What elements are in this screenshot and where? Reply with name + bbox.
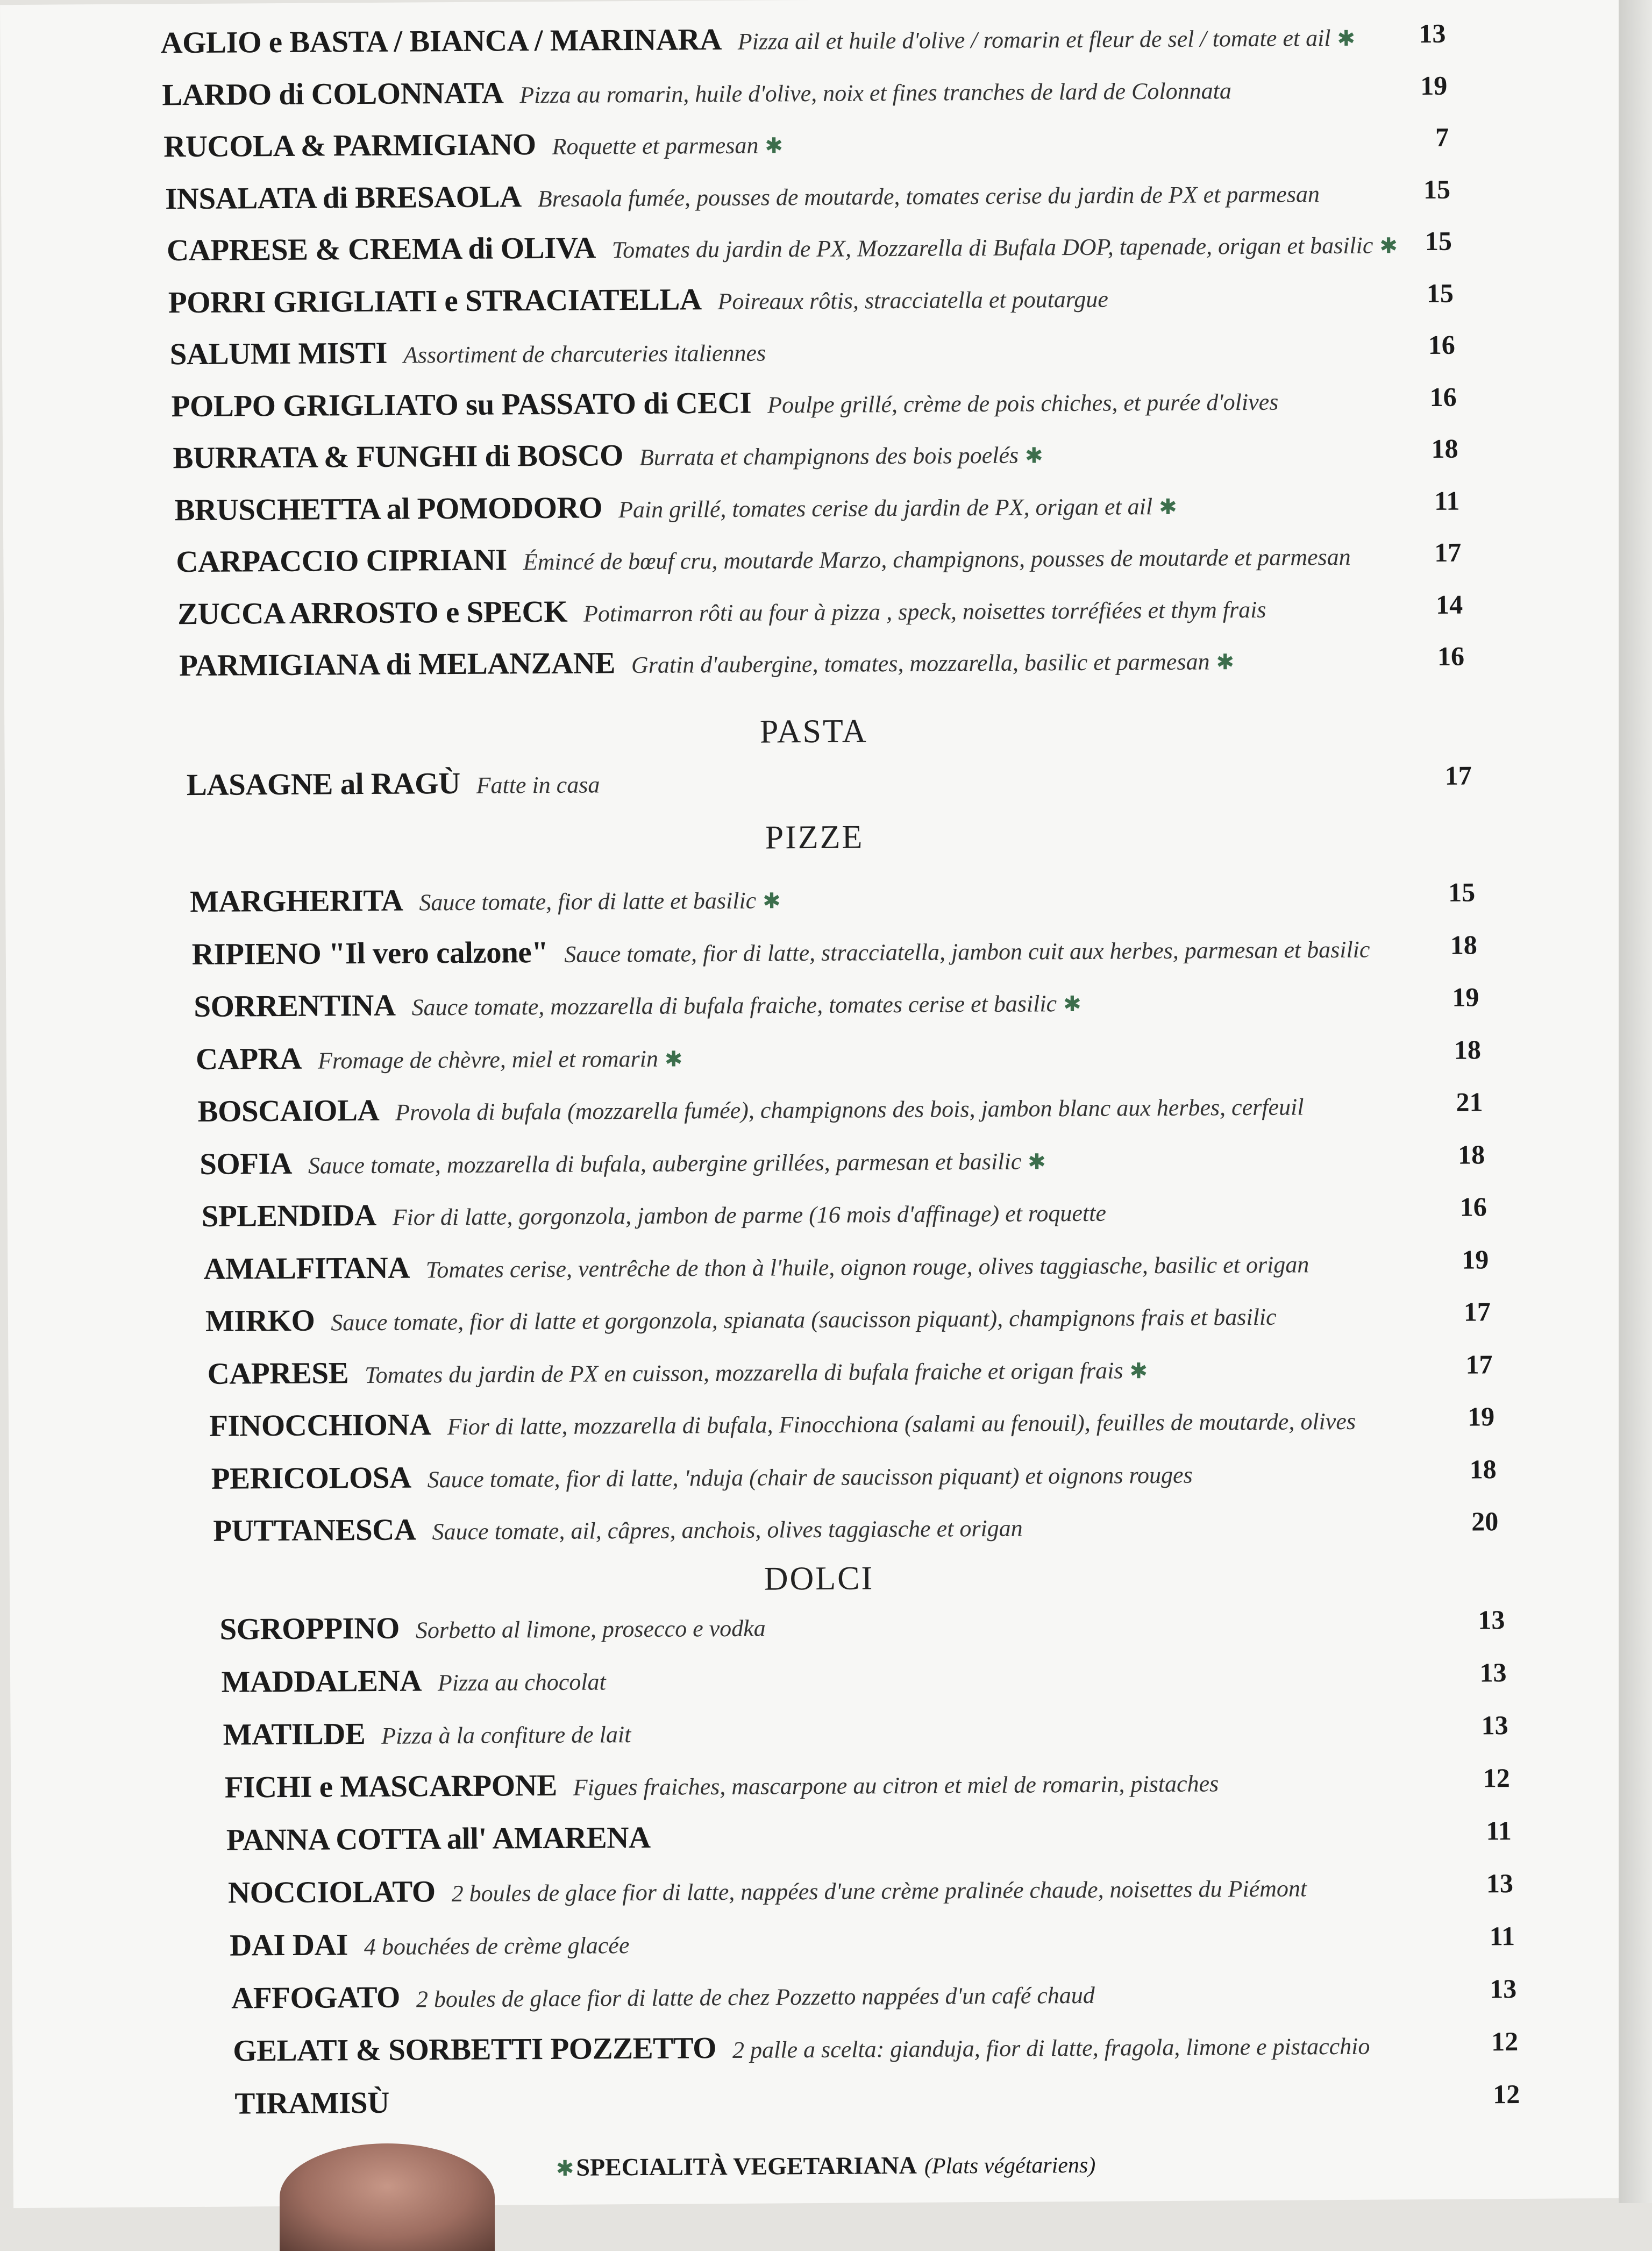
item-name: MATILDE bbox=[223, 1717, 366, 1752]
item-price: 12 bbox=[1491, 2026, 1519, 2057]
section-title-pizze: PIZZE bbox=[765, 819, 864, 856]
item-name: CAPRESE & CREMA di OLIVA bbox=[166, 231, 596, 268]
item-description: Poulpe grillé, crème de pois chiches, et purée d'olives bbox=[767, 388, 1279, 418]
item-name: DAI DAI bbox=[229, 1928, 348, 1963]
item-name: TIRAMISÙ bbox=[234, 2085, 389, 2121]
item-description: Roquette et parmesan bbox=[552, 132, 759, 160]
menu-item bbox=[163, 122, 1449, 178]
item-description: Tomates du jardin de PX, Mozzarella di Bufala DOP, tapenade, origan et basilic bbox=[611, 232, 1373, 264]
item-description: Potimarron rôti au four à pizza , speck, noisettes torréfiées et thym frais bbox=[583, 596, 1266, 627]
menu-item bbox=[211, 1453, 1497, 1510]
item-description: 2 boules de glace fior di latte de chez Pozzetto nappées d'un café chaud bbox=[416, 1982, 1095, 2013]
item-price: 13 bbox=[1486, 1868, 1514, 1899]
item-description: Sauce tomate, ail, câpres, anchois, olives taggiasche et origan bbox=[432, 1515, 1023, 1545]
item-price: 13 bbox=[1419, 18, 1446, 49]
item-name: LARDO di COLONNATA bbox=[162, 75, 504, 112]
menu-item bbox=[160, 18, 1446, 74]
item-name: POLPO GRIGLIATO su PASSATO di CECI bbox=[171, 386, 752, 423]
vegetarian-leaf-icon: ✱ bbox=[1063, 991, 1081, 1017]
item-description: Provola di bufala (mozzarella fumée), champignons des bois, jambon blanc aux herbes, cerfeuil bbox=[395, 1093, 1304, 1126]
menu-item bbox=[228, 1867, 1514, 1924]
menu-item bbox=[176, 537, 1462, 593]
item-description: 4 bouchées de crème glacée bbox=[364, 1932, 630, 1961]
item-description: Pain grillé, tomates cerise du jardin de PX, origan et ail bbox=[618, 493, 1153, 523]
item-name: SORRENTINA bbox=[194, 988, 396, 1024]
menu-item bbox=[234, 2078, 1520, 2135]
item-price: 13 bbox=[1479, 1657, 1507, 1688]
item-price: 18 bbox=[1431, 433, 1458, 464]
antipasti-list bbox=[0, 0, 1619, 683]
legend-note: (Plats végétariens) bbox=[924, 2153, 1096, 2179]
menu-item bbox=[197, 1086, 1483, 1142]
item-name: LASAGNE al RAGÙ bbox=[186, 766, 460, 803]
menu-item bbox=[177, 588, 1463, 645]
item-description: Sauce tomate, fior di latte, stracciatella, jambon cuit aux herbes, parmesan et basilic bbox=[564, 936, 1370, 968]
item-name: MARGHERITA bbox=[190, 883, 403, 919]
menu-item bbox=[205, 1296, 1491, 1352]
item-price: 13 bbox=[1481, 1710, 1508, 1741]
item-description: Tomates du jardin de PX en cuisson, mozzarella di bufala fraiche et origan frais bbox=[364, 1357, 1123, 1388]
menu-item bbox=[203, 1244, 1489, 1300]
menu-item bbox=[219, 1604, 1505, 1660]
item-name: RUCOLA & PARMIGIANO bbox=[163, 127, 536, 164]
vegetarian-leaf-icon: ✱ bbox=[1129, 1358, 1148, 1383]
item-name: PARMIGIANA di MELANZANE bbox=[179, 646, 616, 683]
menu-item bbox=[167, 225, 1452, 282]
vegetarian-leaf-icon: ✱ bbox=[1028, 1149, 1046, 1174]
item-description: Gratin d'aubergine, tomates, mozzarella, basilic et parmesan bbox=[631, 648, 1210, 679]
item-name: MIRKO bbox=[205, 1303, 315, 1338]
menu-item bbox=[213, 1506, 1499, 1562]
vegetarian-leaf-icon: ✱ bbox=[763, 889, 781, 913]
item-description: Figues fraiches, mascarpone au citron et miel de romarin, pistaches bbox=[573, 1770, 1219, 1801]
item-name: GELATI & SORBETTI POZZETTO bbox=[233, 2031, 717, 2068]
item-price: 17 bbox=[1465, 1348, 1493, 1380]
item-price: 19 bbox=[1467, 1401, 1495, 1432]
item-price: 19 bbox=[1452, 982, 1479, 1012]
vegetarian-leaf-icon: ✱ bbox=[765, 133, 784, 158]
vegetarian-leaf-icon: ✱ bbox=[1158, 494, 1177, 519]
menu-item bbox=[173, 433, 1458, 489]
item-description: Sauce tomate, mozzarella di bufala fraiche, tomates cerise et basilic bbox=[411, 990, 1057, 1021]
item-price: 13 bbox=[1478, 1604, 1505, 1635]
item-price: 15 bbox=[1448, 877, 1476, 907]
item-description: Sauce tomate, fior di latte et gorgonzola, spianata (saucisson piquant), champignons frais et basilic bbox=[331, 1303, 1277, 1336]
item-price: 12 bbox=[1493, 2079, 1520, 2110]
menu-item bbox=[196, 1034, 1482, 1090]
item-description: Pizza au romarin, huile d'olive, noix et fines tranches de lard de Colonnata bbox=[519, 77, 1232, 108]
item-description: Tomates cerise, ventrêche de thon à l'huile, oignon rouge, olives taggiasche, basilic et origan bbox=[425, 1251, 1309, 1283]
menu-item bbox=[179, 641, 1465, 697]
item-price: 16 bbox=[1437, 641, 1465, 671]
vegetarian-leaf-icon: ✱ bbox=[664, 1046, 683, 1071]
section-title-pasta: PASTA bbox=[759, 713, 868, 750]
menu-item bbox=[194, 981, 1479, 1038]
section-title-dolci: DOLCI bbox=[764, 1560, 874, 1597]
vegetarian-leaf-icon: ✱ bbox=[1216, 650, 1235, 674]
menu-item bbox=[223, 1709, 1508, 1766]
vegetarian-legend bbox=[13, 2147, 1632, 2185]
item-name: PERICOLOSA bbox=[211, 1460, 411, 1496]
item-name: CAPRA bbox=[195, 1041, 302, 1076]
menu-item bbox=[192, 929, 1478, 985]
item-description: Sauce tomate, fior di latte et basilic bbox=[419, 887, 757, 916]
menu-item bbox=[162, 69, 1448, 126]
item-description: Sauce tomate, fior di latte, 'nduja (chair de saucisson piquant) et oignons rouges bbox=[427, 1461, 1193, 1493]
menu-item bbox=[225, 1762, 1511, 1819]
item-name: CAPRESE bbox=[207, 1355, 349, 1391]
item-name: SGROPPINO bbox=[219, 1611, 400, 1646]
item-name: SPLENDIDA bbox=[201, 1198, 376, 1233]
menu-item bbox=[168, 277, 1454, 333]
item-name: FINOCCHIONA bbox=[209, 1408, 431, 1443]
item-price: 7 bbox=[1435, 122, 1449, 152]
item-name: RIPIENO "Il vero calzone" bbox=[191, 935, 549, 971]
item-description: Émincé de bœuf cru, moutarde Marzo, champignons, pousses de moutarde et parmesan bbox=[523, 543, 1351, 576]
item-price: 18 bbox=[1454, 1034, 1482, 1065]
menu-item bbox=[174, 485, 1460, 541]
item-price: 15 bbox=[1426, 278, 1454, 308]
item-description: Assortiment de charcuteries italiennes bbox=[403, 339, 766, 368]
menu-item bbox=[209, 1401, 1495, 1457]
item-price: 18 bbox=[1469, 1453, 1497, 1485]
item-price: 15 bbox=[1423, 174, 1451, 204]
item-name: AGLIO e BASTA / BIANCA / MARINARA bbox=[160, 22, 722, 60]
item-name: PUTTANESCA bbox=[213, 1512, 416, 1548]
menu-item bbox=[190, 876, 1476, 933]
item-name: INSALATA di BRESAOLA bbox=[165, 179, 522, 216]
legend-label: SPECIALITÀ VEGETARIANA bbox=[576, 2151, 917, 2181]
item-description: Poireaux rôtis, stracciatella et poutargue bbox=[717, 286, 1109, 315]
item-name: FICHI e MASCARPONE bbox=[224, 1768, 557, 1805]
menu-item bbox=[233, 2026, 1519, 2082]
item-price: 20 bbox=[1471, 1506, 1499, 1537]
item-price: 11 bbox=[1486, 1815, 1512, 1846]
item-price: 16 bbox=[1459, 1191, 1487, 1222]
item-price: 12 bbox=[1483, 1763, 1510, 1793]
item-price: 11 bbox=[1434, 485, 1460, 516]
item-description: 2 boules de glace fior di latte, nappées d'une crème pralinée chaude, noisettes du Piémont bbox=[451, 1875, 1307, 1907]
vegetarian-leaf-icon: ✱ bbox=[1379, 233, 1398, 258]
menu-item bbox=[187, 760, 1472, 816]
item-description: Fior di latte, gorgonzola, jambon de parme (16 mois d'affinage) et roquette bbox=[392, 1199, 1107, 1231]
menu-item bbox=[165, 173, 1451, 230]
thumb bbox=[280, 2143, 495, 2251]
item-price: 21 bbox=[1456, 1087, 1483, 1117]
item-description: Fatte in casa bbox=[476, 771, 600, 799]
leaf-icon: ✱ bbox=[556, 2156, 574, 2181]
item-description: Pizza à la confiture de lait bbox=[381, 1721, 631, 1749]
menu-item bbox=[200, 1139, 1485, 1195]
item-name: BOSCAIOLA bbox=[197, 1093, 380, 1128]
item-description: Fromage de chèvre, miel et romarin bbox=[317, 1045, 659, 1074]
item-name: BURRATA & FUNGHI di BOSCO bbox=[173, 438, 624, 475]
item-price: 17 bbox=[1463, 1296, 1491, 1327]
item-description: Sauce tomate, mozzarella di bufala, aubergine grillées, parmesan et basilic bbox=[308, 1148, 1022, 1179]
item-price: 17 bbox=[1434, 537, 1462, 567]
item-description: Bresaola fumée, pousses de moutarde, tomates cerise du jardin de PX et parmesan bbox=[537, 180, 1320, 212]
item-price: 18 bbox=[1457, 1139, 1485, 1170]
item-price: 19 bbox=[1462, 1244, 1489, 1275]
item-name: SOFIA bbox=[200, 1146, 293, 1181]
item-price: 16 bbox=[1428, 329, 1455, 360]
item-name: MADDALENA bbox=[221, 1664, 422, 1699]
item-name: PANNA COTTA all' AMARENA bbox=[226, 1820, 651, 1857]
item-price: 17 bbox=[1444, 760, 1472, 791]
menu-item bbox=[230, 1920, 1515, 1977]
item-name: AMALFITANA bbox=[203, 1251, 410, 1286]
page-edge bbox=[1619, 0, 1652, 2203]
item-price: 18 bbox=[1450, 929, 1477, 960]
item-name: ZUCCA ARROSTO e SPECK bbox=[177, 594, 568, 631]
item-name: CARPACCIO CIPRIANI bbox=[176, 543, 507, 579]
item-name: NOCCIOLATO bbox=[227, 1874, 436, 1910]
item-price: 14 bbox=[1436, 589, 1463, 620]
menu-item bbox=[231, 1973, 1517, 2029]
menu-item bbox=[221, 1657, 1507, 1713]
item-price: 19 bbox=[1420, 70, 1448, 101]
item-name: SALUMI MISTI bbox=[169, 336, 388, 372]
item-description: 2 palle a scelta: gianduja, fior di latte, fragola, limone e pistacchio bbox=[732, 2033, 1370, 2063]
item-name: AFFOGATO bbox=[231, 1980, 401, 2015]
vegetarian-leaf-icon: ✱ bbox=[1024, 443, 1043, 468]
item-description: Pizza ail et huile d'olive / romarin et fleur de sel / tomate et ail bbox=[737, 25, 1331, 55]
item-name: BRUSCHETTA al POMODORO bbox=[174, 490, 603, 527]
item-description: Sorbetto al limone, prosecco e vodka bbox=[415, 1615, 766, 1644]
menu-item bbox=[207, 1348, 1493, 1405]
item-name: PORRI GRIGLIATI e STRACIATELLA bbox=[168, 282, 702, 319]
item-price: 16 bbox=[1429, 381, 1457, 412]
menu-item bbox=[202, 1191, 1487, 1247]
vegetarian-leaf-icon: ✱ bbox=[1337, 26, 1356, 51]
item-description: Pizza au chocolat bbox=[437, 1668, 606, 1696]
item-description: Burrata et champignons des bois poelés bbox=[639, 442, 1019, 471]
menu-item bbox=[226, 1815, 1512, 1871]
item-description: Fior di latte, mozzarella di bufala, Finocchiona (salami au fenouil), feuilles de moutarde, olives bbox=[447, 1408, 1356, 1440]
item-price: 11 bbox=[1489, 1921, 1515, 1951]
menu-item bbox=[171, 381, 1457, 437]
item-price: 15 bbox=[1425, 225, 1452, 257]
item-price: 13 bbox=[1489, 1973, 1517, 2004]
menu-item bbox=[170, 329, 1456, 386]
